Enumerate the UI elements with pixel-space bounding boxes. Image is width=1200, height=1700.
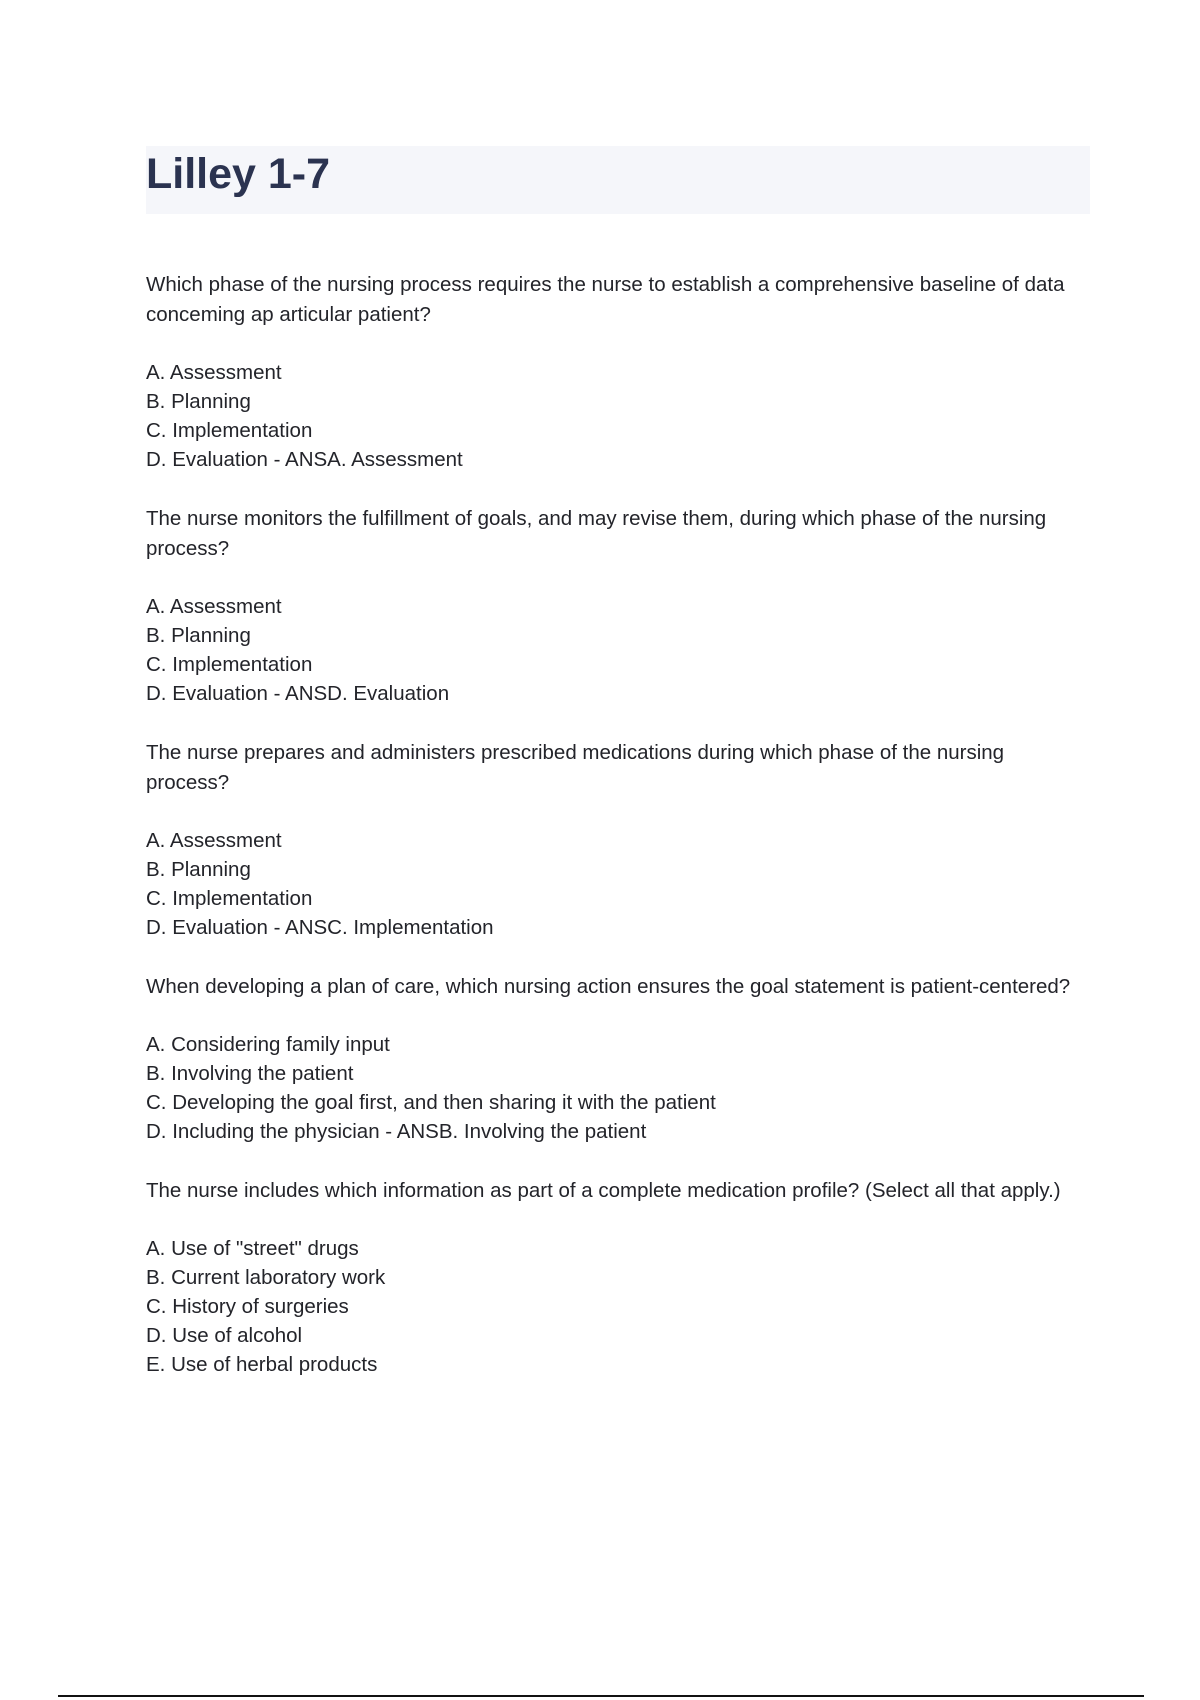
question-block	[146, 1176, 1086, 1379]
option-item: D. Use of alcohol	[146, 1324, 303, 1347]
option-item: A. Considering family input	[146, 1033, 390, 1056]
option-item: B. Planning	[146, 858, 251, 881]
option-item: C. Developing the goal first, and then sharing it with the patient	[146, 1091, 716, 1114]
option-list	[146, 592, 1086, 708]
option-list	[146, 1030, 1086, 1146]
bottom-divider	[58, 1695, 1144, 1697]
question-block	[146, 738, 1086, 942]
question-text: The nurse prepares and administers prescribed medications during which phase of the nursing process?	[146, 741, 1005, 794]
question-text: The nurse monitors the fulfillment of goals, and may revise them, during which phase of the nursing process?	[146, 507, 1047, 560]
option-item: A. Assessment	[146, 361, 282, 384]
option-item: A. Assessment	[146, 829, 282, 852]
option-item: D. Evaluation - ANSD. Evaluation	[146, 682, 450, 705]
option-item: C. Implementation	[146, 887, 313, 910]
option-item: C. Implementation	[146, 653, 313, 676]
option-list	[146, 358, 1086, 474]
option-item: D. Including the physician - ANSB. Involving the patient	[146, 1120, 647, 1143]
option-item: C. Implementation	[146, 419, 313, 442]
question-text: Which phase of the nursing process requires the nurse to establish a comprehensive baseline of data conceming ap articular patient?	[146, 273, 1065, 326]
option-item: D. Evaluation - ANSC. Implementation	[146, 916, 494, 939]
option-item: A. Use of "street" drugs	[146, 1237, 359, 1260]
option-item: D. Evaluation - ANSA. Assessment	[146, 448, 463, 471]
option-list	[146, 826, 1086, 942]
question-block	[146, 504, 1086, 708]
option-item: C. History of surgeries	[146, 1295, 349, 1318]
option-item: B. Planning	[146, 390, 251, 413]
option-item: E. Use of herbal products	[146, 1353, 378, 1376]
question-text: When developing a plan of care, which nursing action ensures the goal statement is patient-centered?	[146, 975, 1071, 998]
question-block	[146, 270, 1086, 474]
option-item: B. Current laboratory work	[146, 1266, 386, 1289]
option-list	[146, 1234, 1086, 1379]
option-item: A. Assessment	[146, 595, 282, 618]
question-list	[146, 270, 1086, 1409]
question-block	[146, 972, 1086, 1146]
page-title: Lilley 1-7	[146, 150, 331, 198]
question-text: The nurse includes which information as part of a complete medication profile? (Select all that apply.)	[146, 1179, 1061, 1202]
option-item: B. Planning	[146, 624, 251, 647]
option-item: B. Involving the patient	[146, 1062, 354, 1085]
